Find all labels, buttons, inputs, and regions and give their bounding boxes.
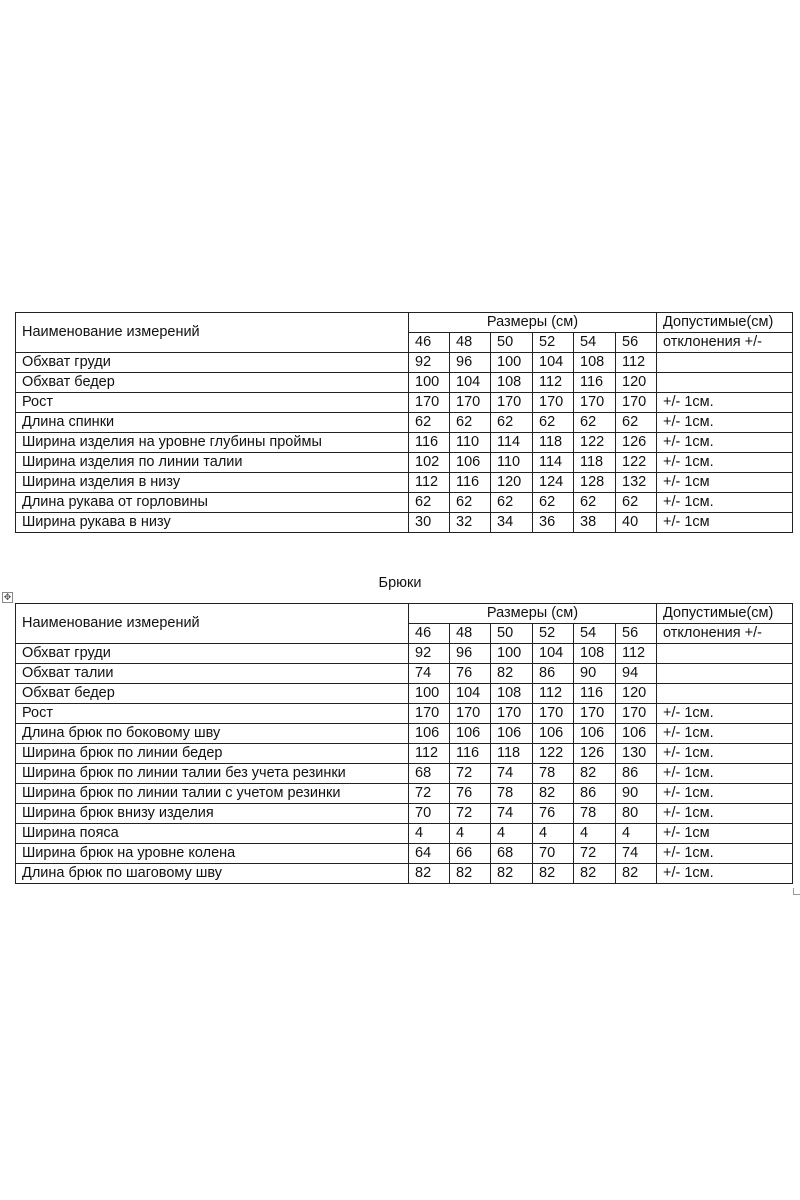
value-cell: 4 <box>574 824 616 844</box>
value-cell: 106 <box>491 724 533 744</box>
value-cell: 106 <box>450 453 491 473</box>
value-cell: 62 <box>409 413 450 433</box>
value-cell: 70 <box>409 804 450 824</box>
value-cell: 170 <box>616 704 657 724</box>
value-cell: 62 <box>450 413 491 433</box>
tolerance-cell: +/- 1см. <box>657 413 793 433</box>
value-cell: 102 <box>409 453 450 473</box>
value-cell: 30 <box>409 513 450 533</box>
value-cell: 86 <box>616 764 657 784</box>
value-cell: 106 <box>450 724 491 744</box>
table-row <box>16 433 793 453</box>
value-cell: 106 <box>409 724 450 744</box>
value-cell: 72 <box>409 784 450 804</box>
value-cell: 112 <box>533 684 574 704</box>
value-cell: 104 <box>533 644 574 664</box>
table-move-handle-icon[interactable]: ✥ <box>3 592 12 602</box>
table-row <box>16 824 793 844</box>
tolerance-cell: +/- 1см. <box>657 784 793 804</box>
measurement-name-cell: Длина брюк по боковому шву <box>16 724 409 744</box>
tolerance-cell: +/- 1см. <box>657 864 793 884</box>
size-cell: 46 <box>409 624 450 644</box>
header-tolerance-cell: Допустимые(см) <box>657 604 793 624</box>
table-row <box>16 393 793 413</box>
value-cell: 62 <box>574 493 616 513</box>
value-cell: 76 <box>450 664 491 684</box>
value-cell: 82 <box>574 764 616 784</box>
header-sizes-cell: Размеры (см) <box>409 313 657 333</box>
value-cell: 106 <box>533 724 574 744</box>
value-cell: 76 <box>533 804 574 824</box>
measurement-name-cell: Обхват бедер <box>16 373 409 393</box>
value-cell: 62 <box>491 413 533 433</box>
value-cell: 118 <box>491 744 533 764</box>
value-cell: 122 <box>574 433 616 453</box>
value-cell: 116 <box>450 473 491 493</box>
value-cell: 112 <box>409 744 450 764</box>
tolerance-cell: +/- 1см. <box>657 744 793 764</box>
measurement-name-cell: Ширина изделия на уровне глубины проймы <box>16 433 409 453</box>
value-cell: 82 <box>574 864 616 884</box>
measurement-name-cell: Ширина брюк по линии талии с учетом резинки <box>16 784 409 804</box>
value-cell: 72 <box>574 844 616 864</box>
value-cell: 170 <box>616 393 657 413</box>
value-cell: 82 <box>616 864 657 884</box>
value-cell: 114 <box>533 453 574 473</box>
value-cell: 170 <box>409 393 450 413</box>
value-cell: 170 <box>450 393 491 413</box>
value-cell: 34 <box>491 513 533 533</box>
table-row <box>16 864 793 884</box>
value-cell: 32 <box>450 513 491 533</box>
table-row <box>16 764 793 784</box>
value-cell: 126 <box>616 433 657 453</box>
tolerance-cell <box>657 353 793 373</box>
value-cell: 86 <box>533 664 574 684</box>
size-cell: 56 <box>616 624 657 644</box>
table-row <box>16 413 793 433</box>
value-cell: 62 <box>616 413 657 433</box>
value-cell: 106 <box>616 724 657 744</box>
measurement-name-cell: Ширина брюк внизу изделия <box>16 804 409 824</box>
value-cell: 120 <box>616 684 657 704</box>
value-cell: 122 <box>533 744 574 764</box>
value-cell: 170 <box>450 704 491 724</box>
table-row <box>16 493 793 513</box>
value-cell: 82 <box>533 784 574 804</box>
value-cell: 78 <box>533 764 574 784</box>
value-cell: 4 <box>409 824 450 844</box>
measurement-name-cell: Длина спинки <box>16 413 409 433</box>
value-cell: 170 <box>491 393 533 413</box>
value-cell: 100 <box>409 684 450 704</box>
value-cell: 112 <box>533 373 574 393</box>
table-row <box>16 844 793 864</box>
value-cell: 108 <box>491 684 533 704</box>
size-cell: 50 <box>491 624 533 644</box>
top-table-body <box>16 313 793 533</box>
value-cell: 74 <box>491 764 533 784</box>
value-cell: 62 <box>409 493 450 513</box>
value-cell: 72 <box>450 804 491 824</box>
measurement-name-cell: Обхват груди <box>16 644 409 664</box>
header-row <box>16 604 793 624</box>
header-name-cell: Наименование измерений <box>16 313 409 353</box>
value-cell: 90 <box>574 664 616 684</box>
table-row <box>16 473 793 493</box>
size-cell: 48 <box>450 624 491 644</box>
table-row <box>16 724 793 744</box>
value-cell: 62 <box>533 413 574 433</box>
value-cell: 118 <box>574 453 616 473</box>
value-cell: 4 <box>491 824 533 844</box>
value-cell: 78 <box>574 804 616 824</box>
value-cell: 68 <box>409 764 450 784</box>
size-cell: 56 <box>616 333 657 353</box>
bottom-table-body <box>16 604 793 884</box>
table-row <box>16 784 793 804</box>
measurement-name-cell: Рост <box>16 393 409 413</box>
size-cell: 54 <box>574 624 616 644</box>
size-cell: 50 <box>491 333 533 353</box>
header-row <box>16 313 793 333</box>
tolerance-cell <box>657 644 793 664</box>
value-cell: 64 <box>409 844 450 864</box>
size-cell: 48 <box>450 333 491 353</box>
value-cell: 104 <box>533 353 574 373</box>
header-tolerance-cell-2: отклонения +/- <box>657 333 793 353</box>
value-cell: 116 <box>409 433 450 453</box>
value-cell: 4 <box>616 824 657 844</box>
tolerance-cell: +/- 1см. <box>657 764 793 784</box>
table-row <box>16 353 793 373</box>
table-row <box>16 704 793 724</box>
measurement-name-cell: Длина рукава от горловины <box>16 493 409 513</box>
value-cell: 112 <box>616 644 657 664</box>
table-row <box>16 744 793 764</box>
value-cell: 126 <box>574 744 616 764</box>
bottom-size-table <box>15 603 793 884</box>
measurement-name-cell: Ширина брюк по линии талии без учета резинки <box>16 764 409 784</box>
value-cell: 116 <box>574 684 616 704</box>
value-cell: 82 <box>491 664 533 684</box>
value-cell: 110 <box>491 453 533 473</box>
value-cell: 108 <box>491 373 533 393</box>
value-cell: 82 <box>409 864 450 884</box>
measurement-name-cell: Обхват груди <box>16 353 409 373</box>
value-cell: 122 <box>616 453 657 473</box>
value-cell: 94 <box>616 664 657 684</box>
value-cell: 116 <box>574 373 616 393</box>
tolerance-cell: +/- 1см. <box>657 453 793 473</box>
value-cell: 70 <box>533 844 574 864</box>
value-cell: 4 <box>450 824 491 844</box>
value-cell: 104 <box>450 684 491 704</box>
value-cell: 62 <box>533 493 574 513</box>
value-cell: 68 <box>491 844 533 864</box>
value-cell: 112 <box>616 353 657 373</box>
value-cell: 116 <box>450 744 491 764</box>
header-sizes-cell: Размеры (см) <box>409 604 657 624</box>
measurement-name-cell: Ширина изделия по линии талии <box>16 453 409 473</box>
tolerance-cell: +/- 1см. <box>657 493 793 513</box>
tolerance-cell: +/- 1см. <box>657 724 793 744</box>
value-cell: 100 <box>491 353 533 373</box>
table-row <box>16 804 793 824</box>
measurement-name-cell: Ширина пояса <box>16 824 409 844</box>
tolerance-cell: +/- 1см <box>657 473 793 493</box>
value-cell: 74 <box>409 664 450 684</box>
value-cell: 112 <box>409 473 450 493</box>
tolerance-cell <box>657 373 793 393</box>
value-cell: 96 <box>450 353 491 373</box>
value-cell: 132 <box>616 473 657 493</box>
value-cell: 106 <box>574 724 616 744</box>
value-cell: 62 <box>450 493 491 513</box>
value-cell: 62 <box>574 413 616 433</box>
value-cell: 110 <box>450 433 491 453</box>
value-cell: 170 <box>533 393 574 413</box>
value-cell: 114 <box>491 433 533 453</box>
value-cell: 100 <box>491 644 533 664</box>
table-row <box>16 664 793 684</box>
value-cell: 128 <box>574 473 616 493</box>
value-cell: 92 <box>409 644 450 664</box>
measurement-name-cell: Обхват талии <box>16 664 409 684</box>
value-cell: 108 <box>574 644 616 664</box>
tolerance-cell: +/- 1см <box>657 824 793 844</box>
value-cell: 120 <box>491 473 533 493</box>
tolerance-cell: +/- 1см. <box>657 393 793 413</box>
value-cell: 104 <box>450 373 491 393</box>
measurement-name-cell: Длина брюк по шаговому шву <box>16 864 409 884</box>
value-cell: 130 <box>616 744 657 764</box>
value-cell: 170 <box>533 704 574 724</box>
value-cell: 74 <box>616 844 657 864</box>
value-cell: 118 <box>533 433 574 453</box>
tolerance-cell: +/- 1см. <box>657 704 793 724</box>
size-cell: 52 <box>533 333 574 353</box>
tolerance-cell: +/- 1см <box>657 513 793 533</box>
value-cell: 86 <box>574 784 616 804</box>
tolerance-cell: +/- 1см. <box>657 433 793 453</box>
measurement-name-cell: Ширина изделия в низу <box>16 473 409 493</box>
value-cell: 36 <box>533 513 574 533</box>
table-end-mark <box>793 888 800 895</box>
value-cell: 170 <box>574 704 616 724</box>
value-cell: 170 <box>491 704 533 724</box>
table-row <box>16 373 793 393</box>
measurement-name-cell: Рост <box>16 704 409 724</box>
table-row <box>16 644 793 664</box>
measurement-name-cell: Обхват бедер <box>16 684 409 704</box>
value-cell: 74 <box>491 804 533 824</box>
value-cell: 76 <box>450 784 491 804</box>
value-cell: 108 <box>574 353 616 373</box>
header-tolerance-cell: Допустимые(см) <box>657 313 793 333</box>
top-size-table <box>15 312 793 533</box>
value-cell: 82 <box>533 864 574 884</box>
value-cell: 92 <box>409 353 450 373</box>
value-cell: 78 <box>491 784 533 804</box>
tolerance-cell <box>657 684 793 704</box>
size-cell: 52 <box>533 624 574 644</box>
value-cell: 38 <box>574 513 616 533</box>
value-cell: 82 <box>450 864 491 884</box>
value-cell: 40 <box>616 513 657 533</box>
tolerance-cell <box>657 664 793 684</box>
tolerance-cell: +/- 1см. <box>657 844 793 864</box>
value-cell: 62 <box>491 493 533 513</box>
table-row <box>16 684 793 704</box>
tolerance-cell: +/- 1см. <box>657 804 793 824</box>
value-cell: 82 <box>491 864 533 884</box>
value-cell: 120 <box>616 373 657 393</box>
table-row <box>16 513 793 533</box>
size-cell: 46 <box>409 333 450 353</box>
value-cell: 100 <box>409 373 450 393</box>
section-title: Брюки <box>378 575 422 591</box>
value-cell: 124 <box>533 473 574 493</box>
header-name-cell: Наименование измерений <box>16 604 409 644</box>
value-cell: 62 <box>616 493 657 513</box>
value-cell: 170 <box>409 704 450 724</box>
measurement-name-cell: Ширина рукава в низу <box>16 513 409 533</box>
measurement-name-cell: Ширина брюк по линии бедер <box>16 744 409 764</box>
value-cell: 72 <box>450 764 491 784</box>
value-cell: 4 <box>533 824 574 844</box>
table-row <box>16 453 793 473</box>
size-cell: 54 <box>574 333 616 353</box>
value-cell: 90 <box>616 784 657 804</box>
value-cell: 66 <box>450 844 491 864</box>
measurement-name-cell: Ширина брюк на уровне колена <box>16 844 409 864</box>
value-cell: 96 <box>450 644 491 664</box>
value-cell: 80 <box>616 804 657 824</box>
value-cell: 170 <box>574 393 616 413</box>
header-tolerance-cell-2: отклонения +/- <box>657 624 793 644</box>
